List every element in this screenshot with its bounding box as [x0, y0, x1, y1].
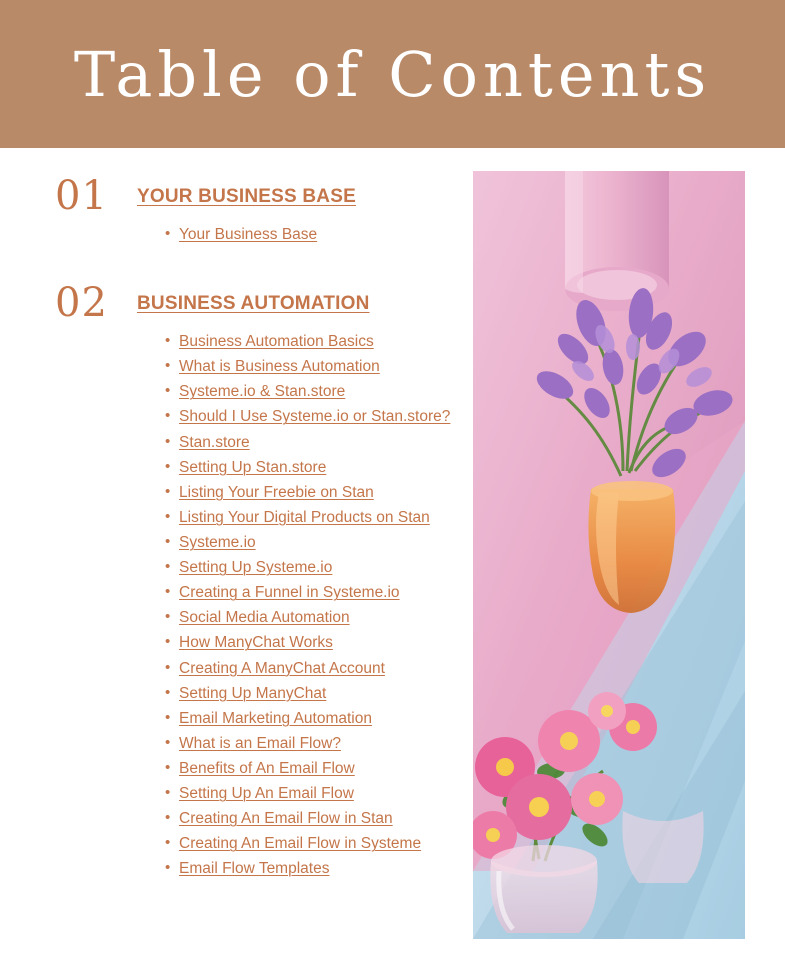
bullet-icon: •: [165, 482, 171, 500]
section-number: 01: [55, 173, 108, 219]
list-item[interactable]: [165, 455, 455, 480]
toc-section-01: [55, 173, 455, 247]
list-item-label: Email Flow Templates: [179, 860, 330, 878]
list-item[interactable]: [165, 480, 455, 505]
list-item[interactable]: [165, 580, 455, 605]
section-title-your-business-base[interactable]: YOUR BUSINESS BASE: [137, 186, 356, 207]
list-item-label: Creating A ManyChat Account: [179, 659, 385, 677]
bullet-icon: •: [165, 758, 171, 776]
list-item[interactable]: [165, 404, 455, 429]
bullet-icon: •: [165, 633, 171, 651]
section-number: 02: [55, 280, 108, 327]
bullet-icon: •: [165, 432, 171, 450]
list-item[interactable]: [165, 505, 455, 530]
bullet-icon: •: [165, 608, 171, 626]
list-item-label: Should I Use Systeme.io or Stan.store?: [179, 408, 451, 426]
list-item-label: Social Media Automation: [179, 609, 350, 627]
bullet-icon: •: [165, 225, 171, 242]
list-item-label: Setting Up Systeme.io: [179, 559, 333, 577]
list-item-label: How ManyChat Works: [179, 634, 333, 652]
list-item[interactable]: [165, 781, 455, 806]
list-item[interactable]: [165, 806, 455, 831]
list-item[interactable]: [165, 630, 455, 655]
list-item-label: Setting Up An Email Flow: [179, 785, 354, 803]
toc-section-02: [55, 280, 455, 881]
bullet-icon: •: [165, 332, 171, 350]
bullet-icon: •: [165, 407, 171, 425]
list-item-label: Setting Up ManyChat: [179, 684, 327, 702]
list-item-label: What is an Email Flow?: [179, 734, 341, 752]
list-item-label: Systeme.io: [179, 533, 256, 551]
section-header: [55, 280, 455, 327]
list-item[interactable]: [165, 681, 455, 706]
page-content: [0, 148, 785, 962]
bullet-icon: •: [165, 809, 171, 827]
list-item-label: Creating a Funnel in Systeme.io: [179, 584, 400, 602]
bullet-icon: •: [165, 583, 171, 601]
list-item[interactable]: [165, 706, 455, 731]
list-item-label: Listing Your Digital Products on Stan: [179, 508, 430, 526]
list-item-label: Business Automation Basics: [179, 333, 374, 351]
flowers-photo: [473, 171, 745, 939]
section-title-business-automation[interactable]: BUSINESS AUTOMATION: [137, 293, 370, 315]
list-item[interactable]: [165, 756, 455, 781]
list-item-label: Your Business Base: [179, 226, 318, 243]
bullet-icon: •: [165, 532, 171, 550]
section-item-list: [55, 222, 455, 247]
list-item[interactable]: [165, 605, 455, 630]
list-item-label: Benefits of An Email Flow: [179, 759, 355, 777]
list-item[interactable]: [165, 656, 455, 681]
section-header: [55, 173, 455, 219]
list-item[interactable]: [165, 222, 455, 247]
bullet-icon: •: [165, 733, 171, 751]
list-item-label: What is Business Automation: [179, 358, 380, 376]
list-item[interactable]: [165, 530, 455, 555]
bullet-icon: •: [165, 558, 171, 576]
bullet-icon: •: [165, 834, 171, 852]
list-item-label: Email Marketing Automation: [179, 709, 372, 727]
list-item-label: Creating An Email Flow in Systeme: [179, 835, 422, 853]
bullet-icon: •: [165, 784, 171, 802]
bullet-icon: •: [165, 357, 171, 375]
list-item[interactable]: [165, 329, 455, 354]
list-item[interactable]: [165, 430, 455, 455]
bullet-icon: •: [165, 658, 171, 676]
section-item-list: [55, 329, 455, 881]
list-item[interactable]: [165, 731, 455, 756]
bullet-icon: •: [165, 683, 171, 701]
list-item-label: Creating An Email Flow in Stan: [179, 810, 393, 828]
list-item-label: Stan.store: [179, 433, 250, 451]
bullet-icon: •: [165, 708, 171, 726]
toc-column: [55, 173, 455, 896]
list-item-label: Listing Your Freebie on Stan: [179, 483, 374, 501]
bullet-icon: •: [165, 859, 171, 877]
page-title: Table of Contents: [73, 37, 712, 111]
bullet-icon: •: [165, 507, 171, 525]
list-item[interactable]: [165, 856, 455, 881]
list-item-label: Systeme.io & Stan.store: [179, 383, 346, 401]
list-item[interactable]: [165, 831, 455, 856]
bullet-icon: •: [165, 382, 171, 400]
list-item[interactable]: [165, 379, 455, 404]
list-item[interactable]: [165, 354, 455, 379]
list-item[interactable]: [165, 555, 455, 580]
bullet-icon: •: [165, 457, 171, 475]
list-item-label: Setting Up Stan.store: [179, 458, 327, 476]
